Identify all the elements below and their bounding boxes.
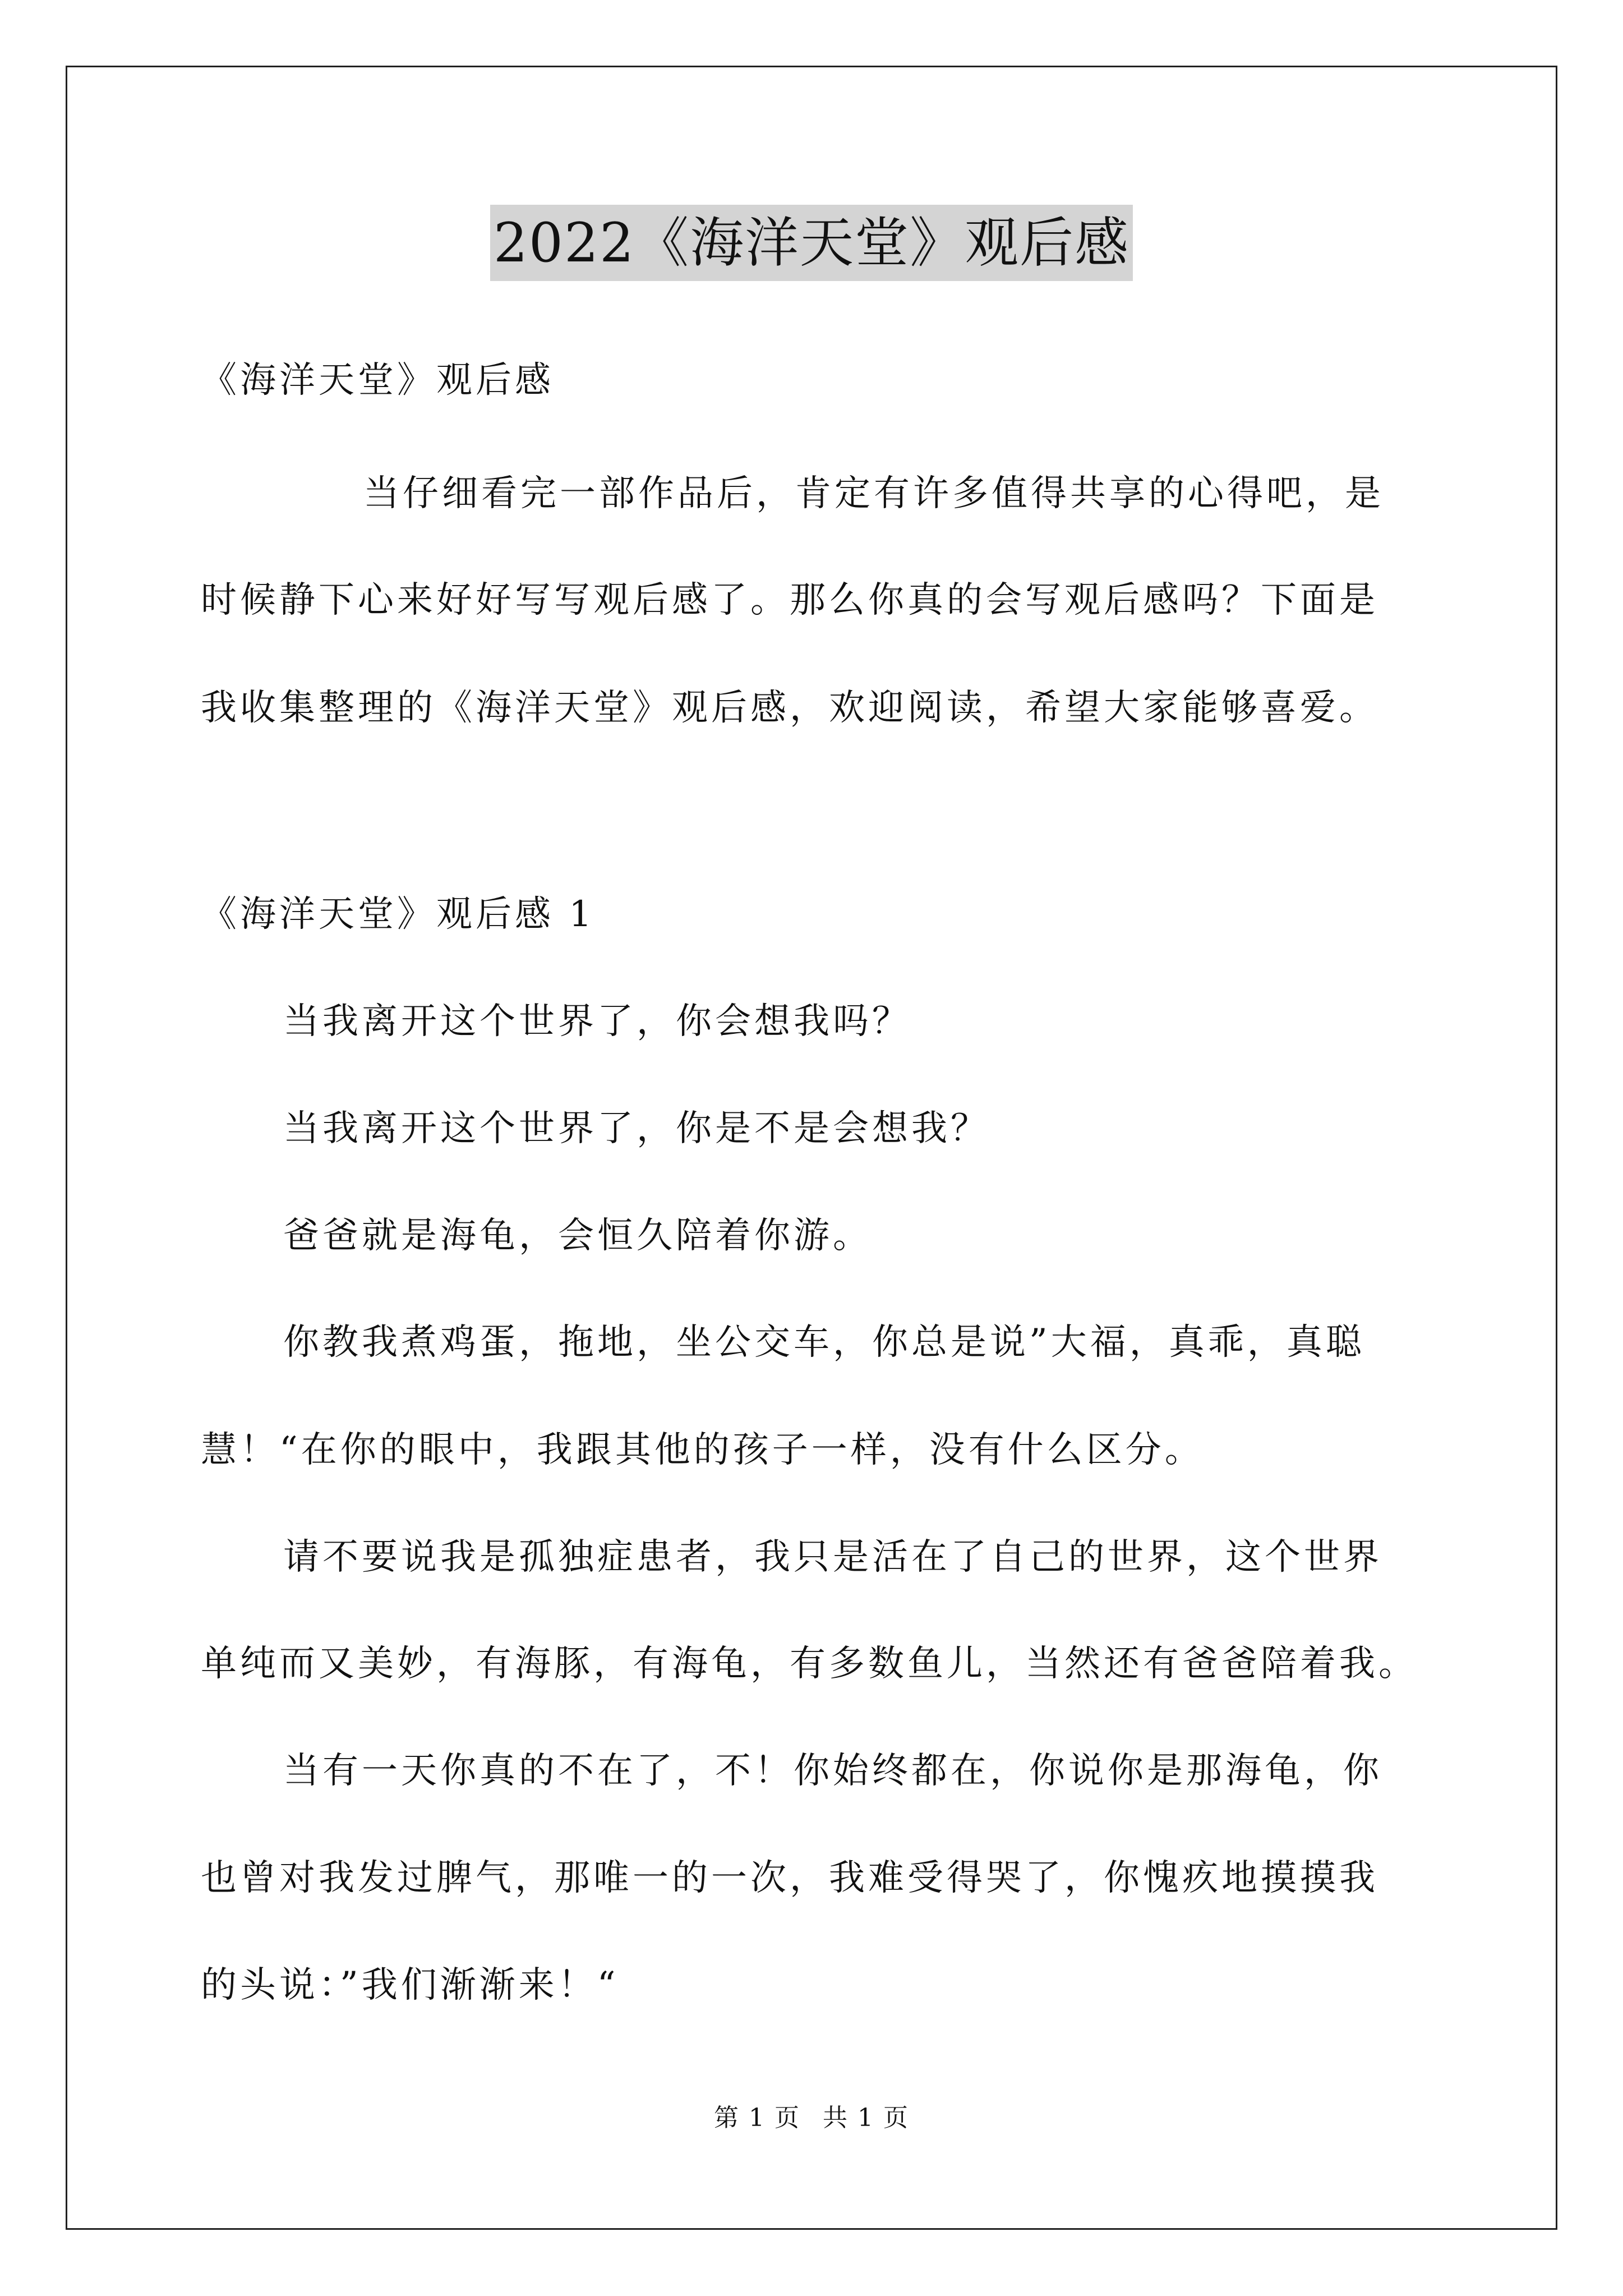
section-heading: 《海洋天堂》观后感 1 (201, 894, 596, 935)
body-line-3: 爸爸就是海龟，会恒久陪着你游。 (283, 1215, 872, 1257)
body-line-7: 单纯而又美妙，有海豚，有海龟，有多数鱼儿，当然还有爸爸陪着我。 (201, 1643, 1418, 1685)
page-total: 共 1 页 (823, 2104, 909, 2132)
title-container (0, 205, 1623, 281)
intro-line-3: 我收集整理的《海洋天堂》观后感，欢迎阅读，希望大家能够喜爱。 (201, 687, 1378, 729)
body-line-10: 的头说：”我们渐渐来！“ (201, 1964, 619, 2006)
subtitle: 《海洋天堂》观后感 (201, 360, 554, 401)
body-line-1: 当我离开这个世界了，你会想我吗？ (283, 1001, 911, 1042)
intro-line-1: 当仔细看完一部作品后，肯定有许多值得共享的心得吧，是 (363, 473, 1384, 514)
intro-line-2: 时候静下心来好好写写观后感了。那么你真的会写观后感吗？下面是 (201, 579, 1378, 621)
body-line-6: 请不要说我是孤独症患者，我只是活在了自己的世界，这个世界 (283, 1536, 1382, 1578)
page-number: 第 1 页 (714, 2104, 800, 2132)
body-line-2: 当我离开这个世界了，你是不是会想我？ (283, 1108, 990, 1149)
body-line-5: 慧！“在你的眼中，我跟其他的孩子一样，没有什么区分。 (201, 1429, 1204, 1471)
document-title: 2022《海洋天堂》观后感 (490, 205, 1133, 281)
body-line-8: 当有一天你真的不在了，不！你始终都在，你说你是那海龟，你 (283, 1750, 1382, 1792)
page-footer (0, 2102, 1623, 2134)
body-line-4: 你教我煮鸡蛋，拖地，坐公交车，你总是说”大福，真乖，真聪 (283, 1322, 1365, 1363)
body-line-9: 也曾对我发过脾气，那唯一的一次，我难受得哭了，你愧疚地摸摸我 (201, 1857, 1378, 1899)
